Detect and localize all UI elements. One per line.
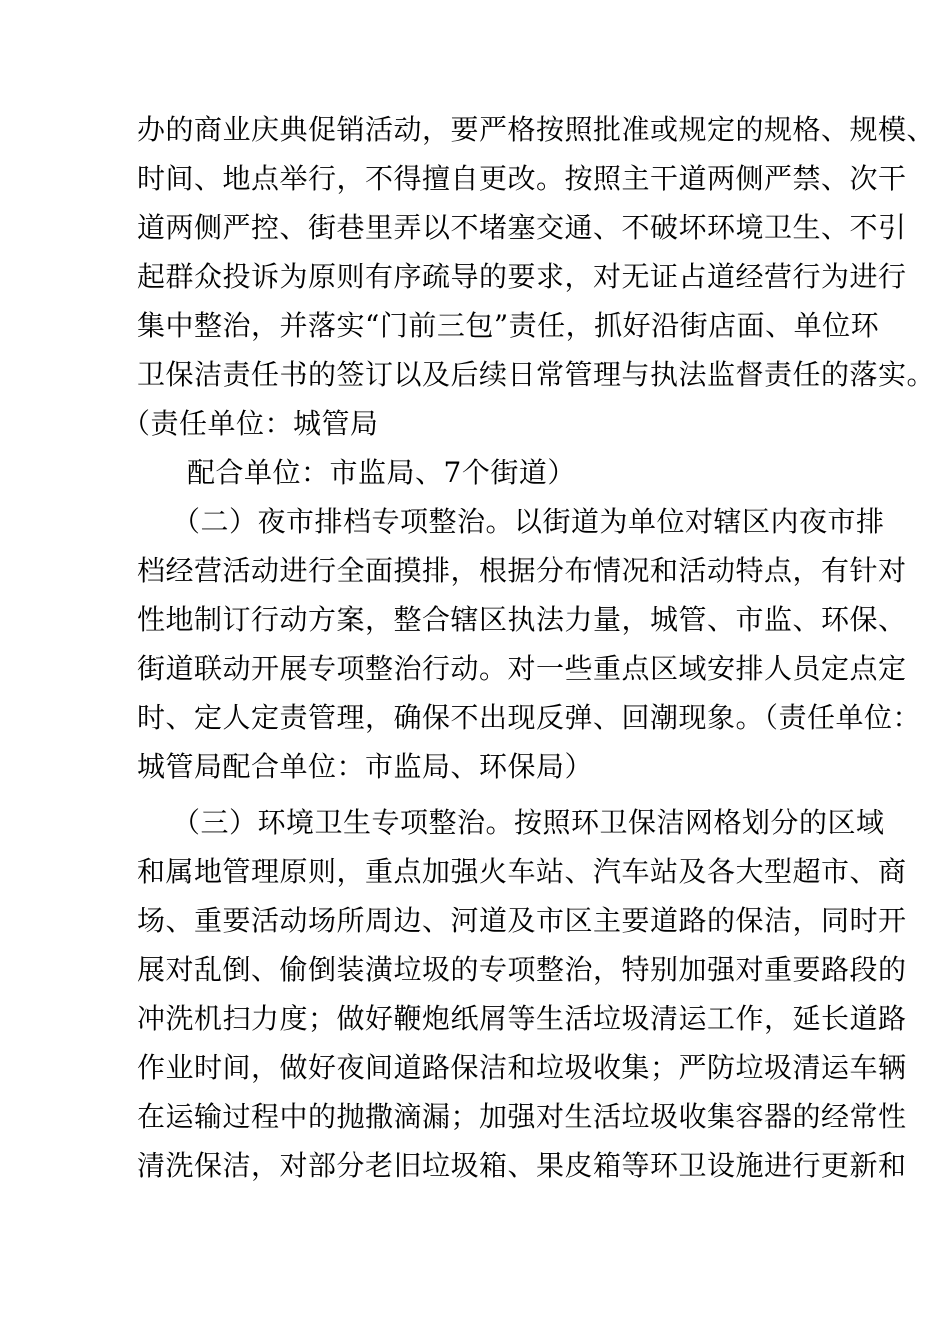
text-line: 场、重要活动场所周边、河道及市区主要道路的保洁，同时开 <box>137 904 907 937</box>
text-line: 卫保洁责任书的签订以及后续日常管理与执法监督责任的落实。 <box>137 358 936 391</box>
text-line: 起群众投诉为原则有序疏导的要求，对无证占道经营行为进行 <box>137 260 907 293</box>
text-line: （二）夜市排档专项整治。以街道为单位对辖区内夜市排 <box>172 505 885 538</box>
text-line: 道两侧严控、街巷里弄以不堵塞交通、不破坏环境卫生、不引 <box>137 211 907 244</box>
text-line: 配合单位：市监局、7个街道） <box>187 456 576 489</box>
text-line: 档经营活动进行全面摸排，根据分布情况和活动特点，有针对 <box>137 554 907 587</box>
text-line: 集中整治，并落实“门前三包”责任，抓好沿街店面、单位环 <box>137 309 880 342</box>
text-line: 和属地管理原则，重点加强火车站、汽车站及各大型超市、商 <box>137 855 907 888</box>
text-line: （责任单位：城管局 <box>122 407 379 440</box>
text-line: 性地制订行动方案，整合辖区执法力量，城管、市监、环保、 <box>137 603 907 636</box>
text-line: 在运输过程中的抛撒滴漏；加强对生活垃圾收集容器的经常性 <box>137 1100 907 1133</box>
text-line: 作业时间，做好夜间道路保洁和垃圾收集；严防垃圾清运车辆 <box>137 1051 907 1084</box>
text-line: 冲洗机扫力度；做好鞭炮纸屑等生活垃圾清运工作，延长道路 <box>137 1002 907 1035</box>
text-line: 时、定人定责管理，确保不出现反弹、回潮现象。（责任单位： <box>137 701 922 734</box>
text-line: 城管局配合单位：市监局、环保局） <box>137 750 594 783</box>
text-line: 街道联动开展专项整治行动。对一些重点区域安排人员定点定 <box>137 652 907 685</box>
text-line: （三）环境卫生专项整治。按照环卫保洁网格划分的区域 <box>172 806 885 839</box>
text-line: 办的商业庆典促销活动，要严格按照批准或规定的规格、规模、 <box>137 113 936 146</box>
text-line: 展对乱倒、偷倒装潢垃圾的专项整治，特别加强对重要路段的 <box>137 953 907 986</box>
text-line: 时间、地点举行，不得擅自更改。按照主干道两侧严禁、次干 <box>137 162 907 195</box>
text-line: 清洗保洁，对部分老旧垃圾箱、果皮箱等环卫设施进行更新和 <box>137 1149 907 1182</box>
